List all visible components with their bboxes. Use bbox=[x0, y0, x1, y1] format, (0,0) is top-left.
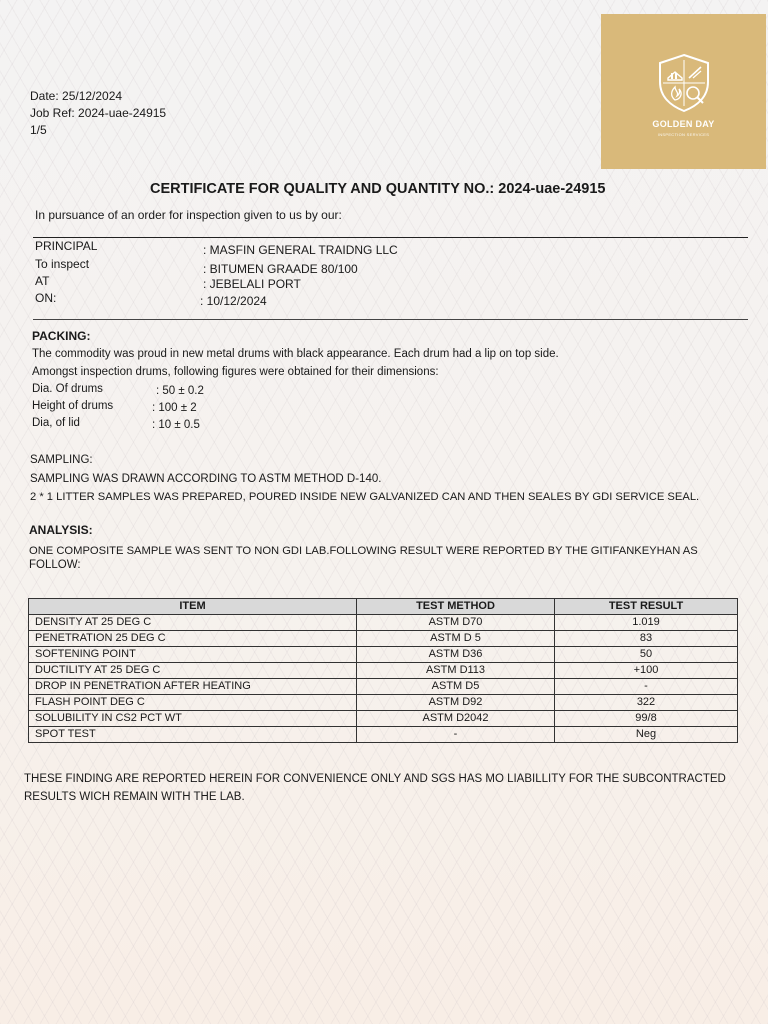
divider-parties bbox=[33, 319, 748, 320]
dimension-row bbox=[32, 417, 200, 431]
table-header-row bbox=[29, 599, 738, 615]
dimension-value: : 50 ± 0.2 bbox=[156, 385, 204, 397]
analysis-line-2: FOLLOW: bbox=[29, 559, 81, 571]
dimension-row bbox=[32, 400, 197, 414]
drum-dimensions bbox=[32, 383, 332, 438]
table-row bbox=[29, 663, 738, 679]
pursuance-line: In pursuance of an order for inspection given to us by our: bbox=[35, 208, 342, 222]
item-cell: PENETRATION 25 DEG C bbox=[29, 631, 357, 647]
item-cell: SPOT TEST bbox=[29, 727, 357, 743]
result-cell: +100 bbox=[555, 663, 738, 679]
table-row bbox=[29, 711, 738, 727]
item-cell: DUCTILITY AT 25 DEG C bbox=[29, 663, 357, 679]
document-meta bbox=[30, 88, 166, 139]
disclaimer-text: THESE FINDING ARE REPORTED HEREIN FOR CONVENIENCE ONLY AND SGS HAS MO LIABILLITY FOR THE SUBCONTRACTED RESULTS WICH REMAIN WITH THE LAB. bbox=[24, 773, 726, 803]
date-line: Date: 25/12/2024 bbox=[30, 89, 123, 103]
item-cell: DENSITY AT 25 DEG C bbox=[29, 615, 357, 631]
method-cell: ASTM D70 bbox=[357, 615, 555, 631]
sampling-heading: SAMPLING: bbox=[30, 454, 93, 466]
certificate-title: CERTIFICATE FOR QUALITY AND QUANTITY NO.: 2024-uae-24915 bbox=[150, 181, 606, 197]
method-cell: ASTM D36 bbox=[357, 647, 555, 663]
method-cell: ASTM D2042 bbox=[357, 711, 555, 727]
method-cell: ASTM D92 bbox=[357, 695, 555, 711]
column-header-test-result: TEST RESULT bbox=[555, 599, 738, 615]
analysis-heading: ANALYSIS: bbox=[29, 523, 93, 537]
method-cell: ASTM D5 bbox=[357, 679, 555, 695]
method-cell: - bbox=[357, 727, 555, 743]
shield-house-flame-magnifier-icon bbox=[653, 52, 715, 114]
divider-top bbox=[33, 237, 748, 238]
result-cell: 322 bbox=[555, 695, 738, 711]
result-cell: 50 bbox=[555, 647, 738, 663]
item-cell: SOFTENING POINT bbox=[29, 647, 357, 663]
logo-tagline: INSPECTION SERVICES bbox=[657, 132, 710, 137]
item-cell: SOLUBILITY IN CS2 PCT WT bbox=[29, 711, 357, 727]
packing-heading: PACKING: bbox=[32, 329, 91, 343]
sampling-line-1: SAMPLING WAS DRAWN ACCORDING TO ASTM METHOD D-140. bbox=[30, 473, 382, 485]
dimension-label: Dia. Of drums bbox=[32, 383, 103, 395]
dimension-label: Height of drums bbox=[32, 400, 114, 412]
page-number: 1/5 bbox=[30, 123, 47, 137]
result-cell: 99/8 bbox=[555, 711, 738, 727]
packing-line-1: The commodity was proud in new metal drums with black appearance. Each drum had a lip on top side. bbox=[32, 348, 559, 360]
test-results-table bbox=[28, 598, 738, 743]
party-value: : MASFIN GENERAL TRAIDNG LLC bbox=[203, 243, 398, 257]
packing-line-2: Amongst inspection drums, following figures were obtained for their dimensions: bbox=[32, 366, 439, 378]
table-row bbox=[29, 631, 738, 647]
column-header-test-method: TEST METHOD bbox=[357, 599, 555, 615]
table-row bbox=[29, 615, 738, 631]
parties-block bbox=[35, 239, 635, 309]
dimension-label: Dia, of lid bbox=[32, 417, 80, 429]
result-cell: 83 bbox=[555, 631, 738, 647]
table-row bbox=[29, 727, 738, 743]
party-value: : JEBELALI PORT bbox=[203, 277, 301, 291]
party-key: To inspect bbox=[35, 257, 90, 271]
table-row bbox=[29, 695, 738, 711]
analysis-line-1: ONE COMPOSITE SAMPLE WAS SENT TO NON GDI LAB.FOLLOWING RESULT WERE REPORTED BY THE GITIFANKEYHAN AS bbox=[29, 545, 698, 557]
result-cell: 1.019 bbox=[555, 615, 738, 631]
party-key: AT bbox=[35, 274, 50, 288]
sampling-line-2: 2 * 1 LITTER SAMPLES WAS PREPARED, POURED INSIDE NEW GALVANIZED CAN AND THEN SEALES BY GDI SERVICE SEAL. bbox=[30, 491, 700, 503]
table-row bbox=[29, 647, 738, 663]
job-ref-line: Job Ref: 2024-uae-24915 bbox=[30, 106, 167, 120]
result-cell: - bbox=[555, 679, 738, 695]
party-key: PRINCIPAL bbox=[35, 239, 98, 253]
result-cell: Neg bbox=[555, 727, 738, 743]
party-key: ON: bbox=[35, 291, 57, 305]
item-cell: FLASH POINT DEG C bbox=[29, 695, 357, 711]
dimension-row bbox=[32, 383, 204, 397]
dimension-value: : 10 ± 0.5 bbox=[152, 419, 200, 431]
column-header-item: ITEM bbox=[29, 599, 357, 615]
logo-brand-text: GOLDEN DAY bbox=[652, 119, 715, 129]
method-cell: ASTM D113 bbox=[357, 663, 555, 679]
company-logo bbox=[601, 14, 766, 169]
party-value: : 10/12/2024 bbox=[200, 294, 267, 308]
table-row bbox=[29, 679, 738, 695]
method-cell: ASTM D 5 bbox=[357, 631, 555, 647]
party-value: : BITUMEN GRAADE 80/100 bbox=[203, 262, 358, 276]
item-cell: DROP IN PENETRATION AFTER HEATING bbox=[29, 679, 357, 695]
dimension-value: : 100 ± 2 bbox=[152, 402, 197, 414]
